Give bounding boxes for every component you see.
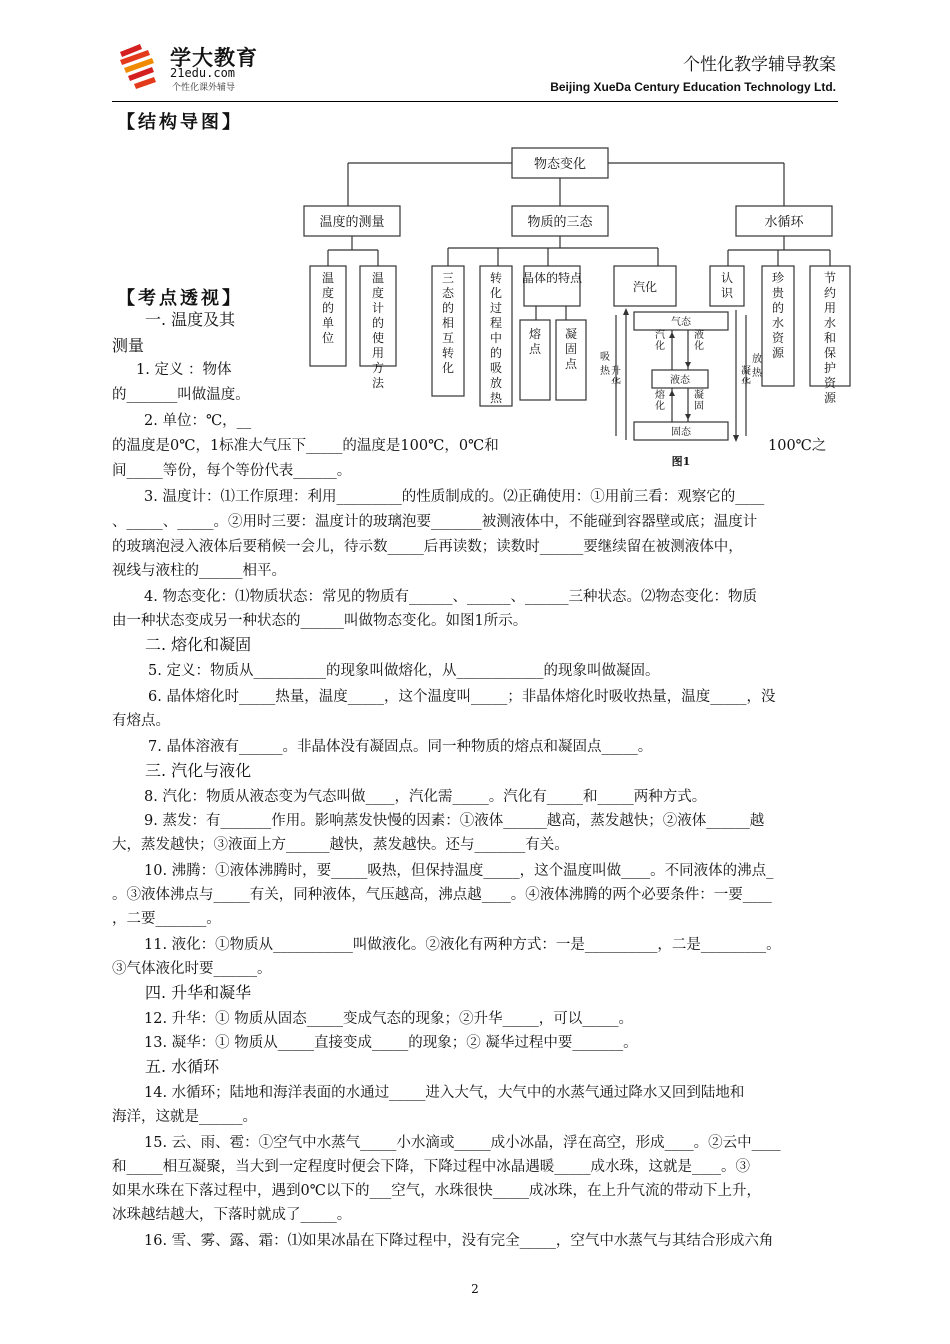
para-11a: 11. 液化：①物质从___________叫做液化。②液化有两种方式：一是__________，二是_________。 xyxy=(144,937,781,953)
para-6b: 有熔点。 xyxy=(112,713,170,729)
heading-temperature-cont: 测量 xyxy=(112,336,145,355)
fig-arrow-sublimate: 升华 xyxy=(611,366,621,389)
para-14a: 14. 水循环；陆地和海洋表面的水通过_____进入大气，大气中的水蒸气通过降水又回到陆地和 xyxy=(144,1085,745,1101)
para-3b: 、_____、_____。②用时三要：温度计的玻璃泡要_______被测液体中，不能碰到容器壁或底；温度计 xyxy=(112,514,758,530)
heading-melting: 二. 熔化和凝固 xyxy=(145,635,252,654)
para-3d: 视线与液柱的______相平。 xyxy=(112,563,286,579)
fig-liquid: 液态 xyxy=(670,375,690,386)
diagram-root: 物态变化 xyxy=(533,157,587,172)
diagram-vaporize: 汽化 xyxy=(632,280,658,294)
fig-caption: 图1 xyxy=(671,455,691,468)
para-9b: 大，蒸发越快；③液面上方______越快，蒸发越快。还与_______有关。 xyxy=(112,837,569,853)
diagram-water-save: 节约用水和保护资源 xyxy=(823,271,837,405)
fig-arrow-melt: 熔化 xyxy=(655,390,665,412)
diagram-freezing-point: 凝固点 xyxy=(564,327,578,371)
para-7: 7. 晶体溶液有______。非晶体没有凝固点。同一种物质的熔点和凝固点_____。 xyxy=(148,739,653,755)
fig-arrow-freeze: 凝固 xyxy=(694,390,704,412)
diagram-crystal: 晶体的特点 xyxy=(521,271,583,285)
fig-gas: 气态 xyxy=(671,317,691,328)
diagram-l1-water: 水循环 xyxy=(764,215,804,230)
para-3a: 3. 温度计：⑴工作原理：利用_________的性质制成的。⑵正确使用：①用前三看：观察它的____ xyxy=(144,489,765,505)
para-8: 8. 汽化：物质从液态变为气态叫做____，汽化需_____。汽化有_____和_____两种方式。 xyxy=(144,789,707,805)
diagram-l1-states: 物质的三态 xyxy=(527,215,593,230)
logo-tagline: 个性化课外辅导 xyxy=(172,83,236,93)
header-title: 个性化教学辅导教案 xyxy=(683,55,836,75)
para-6a: 6. 晶体熔化时_____热量，温度_____，这个温度叫_____；非晶体熔化时吸收热量，温度_____，没 xyxy=(148,689,776,705)
heading-sublimation: 四. 升华和凝华 xyxy=(145,983,252,1002)
para-13: 13. 凝华：① 物质从_____直接变成_____的现象；② 凝华过程中要_______。 xyxy=(144,1035,638,1051)
diagram-temp-unit: 温度的单位 xyxy=(321,271,335,345)
para-15c: 如果水珠在下落过程中，遇到0℃以下的___空气，水珠很快_____成冰珠，在上升气流的带动下上升， xyxy=(112,1183,761,1199)
para-15a: 15. 云、雨、雹：①空气中水蒸气_____小水滴或_____成小冰晶，浮在高空，形成____。②云中____ xyxy=(144,1135,781,1151)
para-2d: 间_____等份，每个等份代表______。 xyxy=(112,463,352,479)
header-company: Beijing XueDa Century Education Technology Ltd. xyxy=(550,80,836,94)
para-10c: ，二要_______。 xyxy=(112,911,221,927)
para-9a: 9. 蒸发：有_______作用。影响蒸发快慢的因素：①液体______越高，蒸发越快；②液体______越 xyxy=(144,813,765,829)
diagram-temp-usage: 温度计的使用方法 xyxy=(371,271,385,390)
diagram-l1-temp: 温度的测量 xyxy=(319,215,385,230)
para-4b: 由一种状态变成另一种状态的______叫做物态变化。如图1所示。 xyxy=(112,613,528,629)
para-10a: 10. 沸腾：①液体沸腾时，要_____吸热，但保持温度_____，这个温度叫做____。不同液体的沸点_ xyxy=(144,863,774,879)
fig-arrow-vaporize: 汽化 xyxy=(655,330,665,352)
para-15d: 冰珠越结越大，下落时就成了_____。 xyxy=(112,1207,352,1223)
fig-absorb-heat: 吸热 xyxy=(600,352,610,377)
para-3c: 的玻璃泡浸入液体后要稍候一会儿，待示数_____后再读数；读数时______要继续留在被测液体中， xyxy=(112,539,743,555)
key-points-title: 【考点透视】 xyxy=(117,288,243,309)
para-14b: 海洋，这就是______。 xyxy=(112,1109,257,1125)
logo-name: 学大教育 xyxy=(170,46,258,70)
para-4a: 4. 物态变化：⑴物质状态：常见的物质有______、______、______三种状态。⑵物态变化：物质 xyxy=(144,589,757,605)
page-number: 2 xyxy=(471,1282,479,1296)
diagram-melting-point: 熔点 xyxy=(528,327,542,356)
fig-release-heat: 放热 xyxy=(752,354,762,379)
para-1b: 的_______叫做温度。 xyxy=(112,387,250,403)
diagram-water-know: 认识 xyxy=(720,271,734,300)
heading-vaporization: 三. 汽化与液化 xyxy=(145,761,252,780)
para-11b: ③气体液化时要______。 xyxy=(112,961,272,977)
para-10b: 。③液体沸点与_____有关，同种液体，气压越高，沸点越____。④液体沸腾的两个必要条件：一要____ xyxy=(112,887,772,903)
para-1a: 1. 定义 ：物体 xyxy=(136,362,232,378)
diagram-state-heat: 转化过程中的吸放热 xyxy=(489,271,503,405)
para-15b: 和_____相互凝聚，当大到一定程度时便会下降，下降过程中冰晶遇暖_____成水珠，这就是____。③ xyxy=(112,1159,750,1175)
fig-solid: 固态 xyxy=(671,427,691,438)
diagram-state-convert: 三态的相互转化 xyxy=(441,271,455,375)
header-divider xyxy=(112,101,838,102)
structure-map-title: 【结构导图】 xyxy=(117,112,243,133)
logo-site: 21edu.com xyxy=(170,66,236,80)
para-16: 16. 雪、雾、露、霜：⑴如果冰晶在下降过程中，没有完全_____，空气中水蒸气与其结合形成六角 xyxy=(144,1233,774,1249)
para-2a: 2. 单位：℃，__ xyxy=(144,413,252,429)
diagram-water-resource: 珍贵的水资源 xyxy=(771,271,785,360)
para-5: 5. 定义：物质从__________的现象叫做熔化，从____________的现象叫做凝固。 xyxy=(148,663,660,679)
para-12: 12. 升华：① 物质从固态_____变成气态的现象；②升华_____，可以_____。 xyxy=(144,1011,634,1027)
heading-temperature: 一. 温度及其 xyxy=(145,310,236,329)
heading-water-cycle: 五. 水循环 xyxy=(145,1057,220,1076)
para-2c: 100℃之 xyxy=(768,438,827,454)
fig-arrow-deposit: 凝华 xyxy=(741,366,751,389)
fig-arrow-liquefy: 液化 xyxy=(694,330,704,352)
para-2b: 的温度是0℃，1标准大气压下_____的温度是100℃，0℃和 xyxy=(112,438,499,454)
